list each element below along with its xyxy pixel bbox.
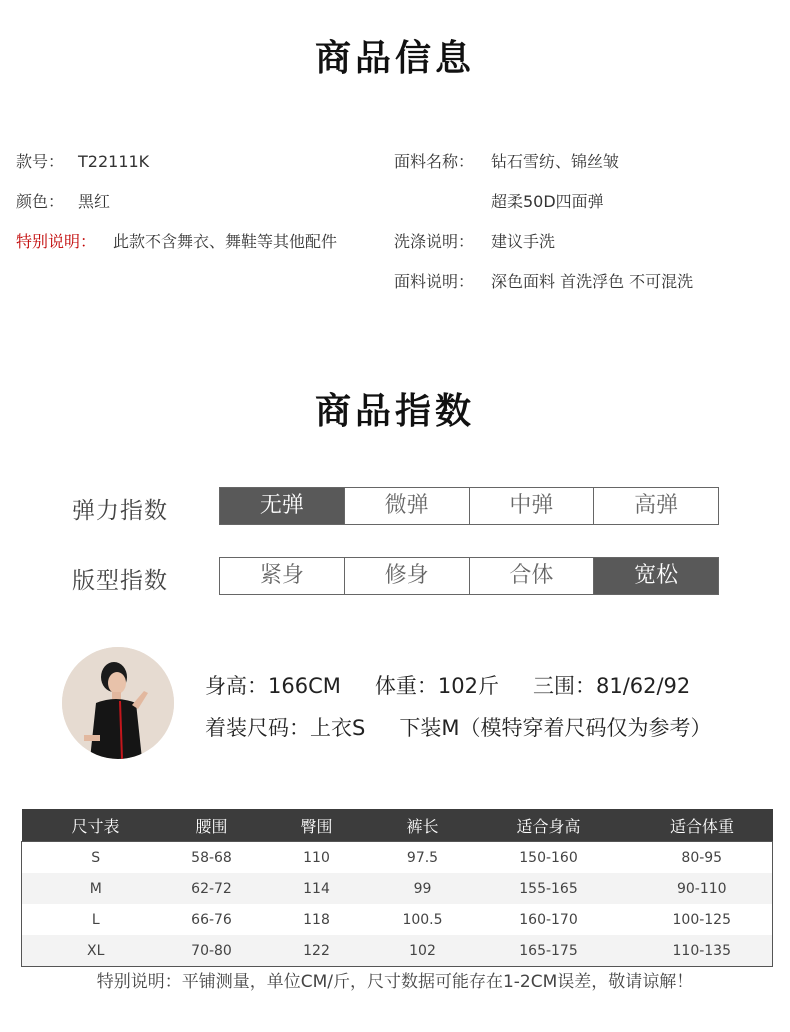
fit-option: 修身 <box>345 558 470 594</box>
table-cell: 100.5 <box>380 904 466 935</box>
table-cell: 110-135 <box>632 935 773 967</box>
info-item-fabric-name <box>394 149 619 172</box>
table-row <box>22 935 773 967</box>
fit-label: 版型指数 <box>72 568 168 594</box>
model-stats-line <box>205 670 724 700</box>
info-value: 超柔50D四面弹 <box>491 192 604 211</box>
table-cell: 118 <box>254 904 380 935</box>
model-measurements: 三围：81/62/92 <box>532 674 691 698</box>
info-item-fabric-note <box>394 269 693 292</box>
elasticity-index-bar <box>219 487 719 525</box>
table-cell: 90-110 <box>632 873 773 904</box>
model-size-line <box>205 712 745 742</box>
info-label: 洗涤说明： <box>394 232 475 251</box>
table-cell: 114 <box>254 873 380 904</box>
model-size-top: 着装尺码：上衣S <box>205 716 366 740</box>
table-cell: 102 <box>380 935 466 967</box>
info-value: 钻石雪纺、锦丝皱 <box>491 152 620 171</box>
table-cell: L <box>22 904 170 935</box>
size-table-header-cell: 裤长 <box>380 809 466 842</box>
model-weight: 体重：102斤 <box>374 674 499 698</box>
info-item-washing <box>394 229 555 252</box>
table-cell: 58-68 <box>170 842 254 874</box>
table-cell: 99 <box>380 873 466 904</box>
info-label: 面料名称： <box>394 152 475 171</box>
info-item-color <box>16 189 110 212</box>
size-table-header-cell: 臀围 <box>254 809 380 842</box>
table-cell: 70-80 <box>170 935 254 967</box>
info-value: 深色面料 首洗浮色 不可混洗 <box>491 272 694 291</box>
table-cell: 62-72 <box>170 873 254 904</box>
fit-index-bar <box>219 557 719 595</box>
size-table <box>21 809 773 967</box>
info-label: 特别说明： <box>16 232 97 251</box>
table-cell: M <box>22 873 170 904</box>
info-value: 建议手洗 <box>491 232 556 251</box>
info-value: 此款不含舞衣、舞鞋等其他配件 <box>113 232 338 251</box>
model-figure-icon <box>62 647 174 759</box>
info-section-title: 商品信息 <box>314 37 475 79</box>
model-photo <box>62 647 174 759</box>
size-footnote: 特别说明：平铺测量，单位CM/斤，尺寸数据可能存在1-2CM误差，敬请谅解！ <box>96 972 694 992</box>
info-label: 颜色： <box>16 192 65 211</box>
table-cell: 110 <box>254 842 380 874</box>
table-cell: 160-170 <box>466 904 632 935</box>
table-row <box>22 873 773 904</box>
index-section-title: 商品指数 <box>314 390 475 432</box>
info-item-special-note <box>16 229 337 252</box>
table-cell: 165-175 <box>466 935 632 967</box>
fit-option: 合体 <box>470 558 595 594</box>
table-cell: XL <box>22 935 170 967</box>
info-value: 黑红 <box>78 192 111 211</box>
table-cell: 80-95 <box>632 842 773 874</box>
info-value: T22111K <box>78 152 150 171</box>
info-label: 款号： <box>16 152 65 171</box>
table-cell: S <box>22 842 170 874</box>
fit-option: 宽松 <box>594 558 718 594</box>
size-table-header-cell: 尺寸表 <box>22 809 170 842</box>
table-row <box>22 842 773 874</box>
table-cell: 97.5 <box>380 842 466 874</box>
size-table-header <box>22 809 773 842</box>
table-cell: 100-125 <box>632 904 773 935</box>
table-cell: 122 <box>254 935 380 967</box>
size-table-header-cell: 适合身高 <box>466 809 632 842</box>
fit-option: 紧身 <box>220 558 345 594</box>
info-item-fabric-name-cont <box>394 189 604 212</box>
table-row <box>22 904 773 935</box>
size-table-header-cell: 适合体重 <box>632 809 773 842</box>
elasticity-option: 高弹 <box>634 493 679 518</box>
size-table-header-cell: 腰围 <box>170 809 254 842</box>
elasticity-option: 微弹 <box>345 488 470 524</box>
info-item-style-no <box>16 149 149 172</box>
table-cell: 66-76 <box>170 904 254 935</box>
table-cell: 150-160 <box>466 842 632 874</box>
table-cell: 155-165 <box>466 873 632 904</box>
elasticity-label: 弹力指数 <box>72 498 168 524</box>
model-height: 身高：166CM <box>205 674 341 698</box>
elasticity-option: 无弹 <box>220 488 345 524</box>
info-label: 面料说明： <box>394 272 475 291</box>
elasticity-option: 中弹 <box>470 488 595 524</box>
model-size-bottom: 下装M（模特穿着尺码仅为参考） <box>399 716 712 740</box>
